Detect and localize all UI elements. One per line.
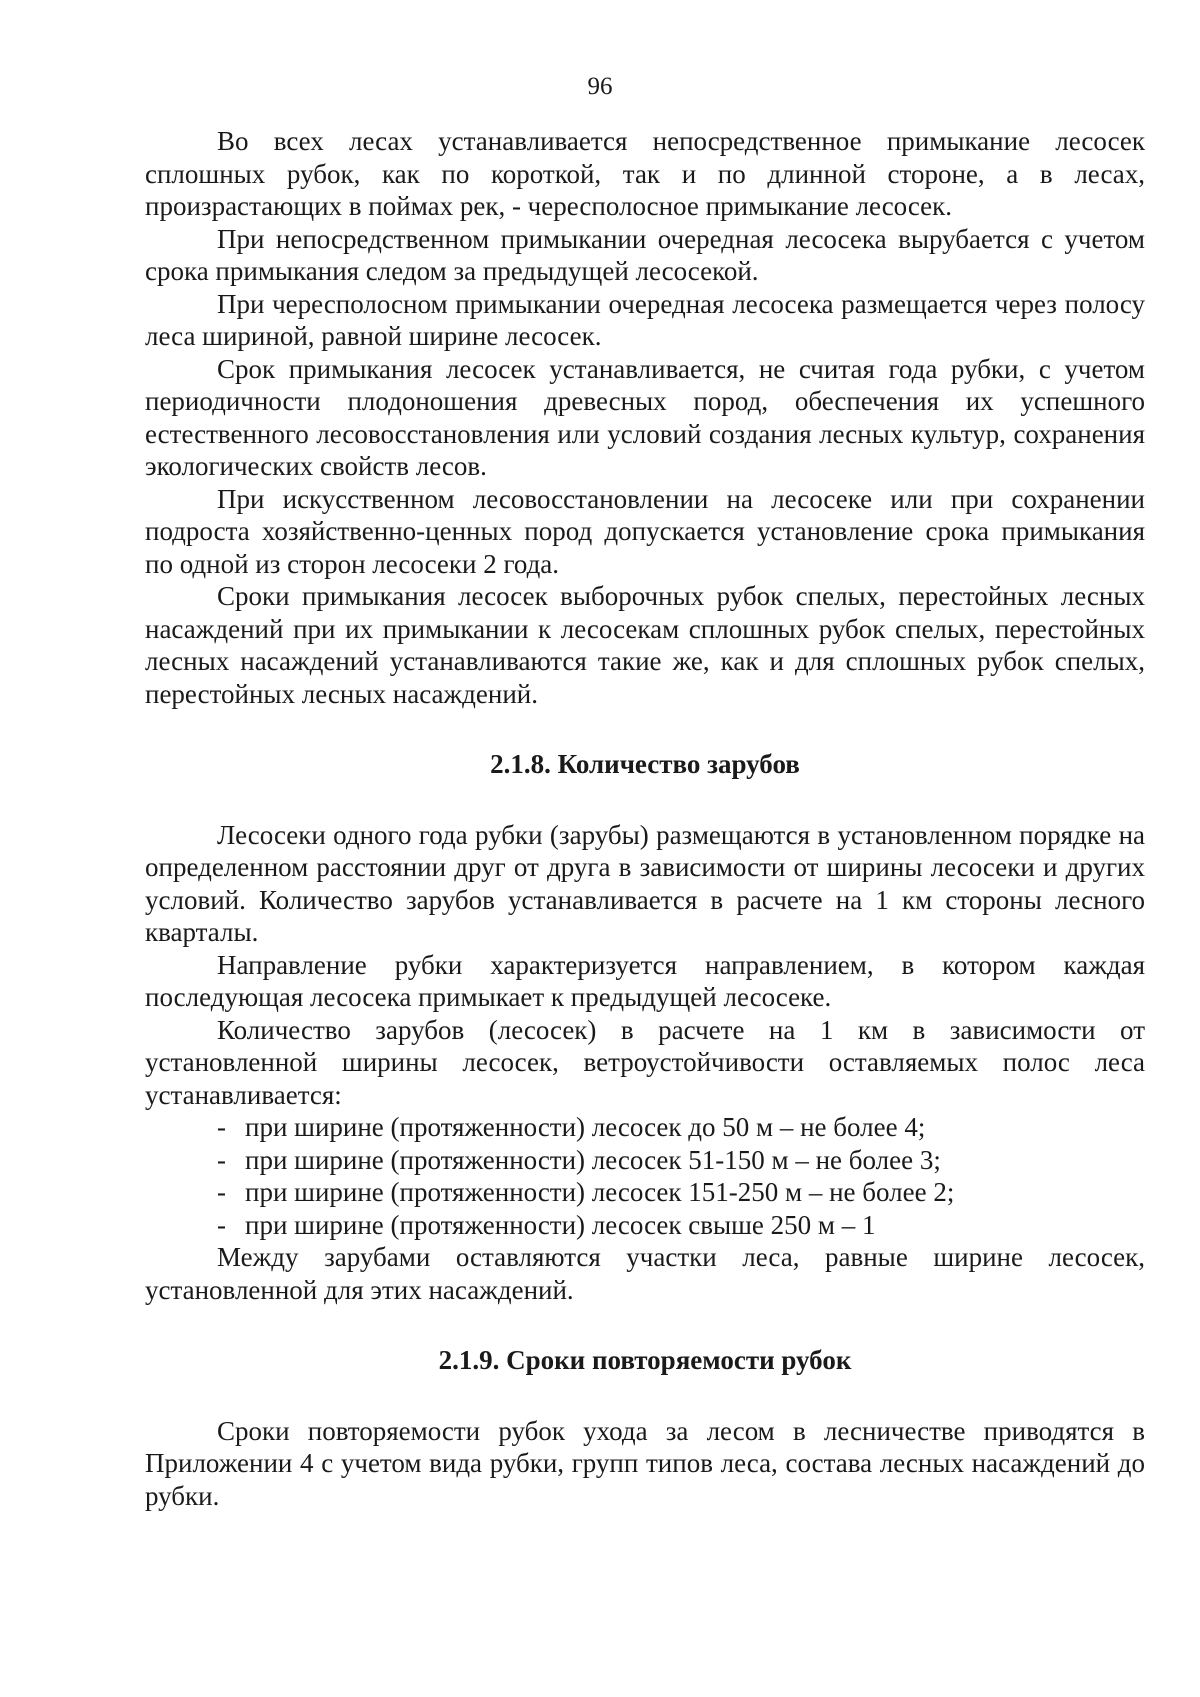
paragraph: Сроки примыкания лесосек выборочных рубок спелых, перестойных лесных насаждений при их примыкании к лесосекам сплошных рубок спелых, перестойных лесных насаждений устанавливаются такие же, как и для сплошных рубок спелых, перестойных лесных насаждений. [145, 581, 1145, 709]
list-item [145, 1209, 1145, 1242]
section-heading-2-1-9: 2.1.9. Сроки повторяемости рубок [438, 1345, 852, 1375]
paragraph: При искусственном лесовосстановлении на лесосеке или при сохранении подроста хозяйственно-ценных пород допускается установление срока примыкания по одной из сторон лесосеки 2 года. [145, 483, 1145, 579]
list-item-text: при ширине (протяженности) лесосек 151-250 м – не более 2; [245, 1177, 955, 1207]
list-item [145, 1176, 1145, 1209]
paragraph: Срок примыкания лесосек устанавливается, не считая года рубки, с учетом периодичности плодоношения древесных пород, обеспечения их успешного естественного лесовосстановления или условий создания лесных культур, сохранения экологических свойств лесов. [145, 353, 1145, 481]
list-item-text: при ширине (протяженности) лесосек 51-150 м – не более 3; [245, 1144, 941, 1175]
paragraph: При чересполосном примыкании очередная лесосека размещается через полосу леса шириной, равной ширине лесосек. [145, 288, 1145, 351]
list-marker: - [217, 1209, 226, 1240]
list-marker: - [217, 1112, 226, 1142]
list-item-text: при ширине (протяженности) лесосек свыше 250 м – 1 [245, 1209, 876, 1240]
paragraph: Направление рубки характеризуется направлением, в котором каждая последующая лесосека примыкает к предыдущей лесосеке. [145, 949, 1145, 1012]
list-item [145, 1111, 1145, 1144]
paragraph: Во всех лесах устанавливается непосредственное примыкание лесосек сплошных рубок, как по короткой, так и по длинной стороне, а в лесах, произрастающих в поймах рек, - чересполосное примыкание лесосек. [145, 126, 1145, 221]
list-marker: - [217, 1177, 226, 1207]
paragraph: При непосредственном примыкании очередная лесосека вырубается с учетом срока примыкания следом за предыдущей лесосекой. [145, 223, 1145, 286]
cut-count-list [145, 1111, 1145, 1241]
list-item-text: при ширине (протяженности) лесосек до 50 м – не более 4; [245, 1112, 926, 1142]
page-content [145, 125, 1145, 1512]
paragraph: Лесосеки одного года рубки (зарубы) размещаются в установленном порядке на определенном расстоянии друг от друга в зависимости от ширины лесосеки и других условий. Количество зарубов устанавливается в расчете на 1 км стороны лесного кварталы. [145, 819, 1145, 947]
paragraph: Сроки повторяемости рубок ухода за лесом в лесничестве приводятся в Приложении 4 с учетом вида рубки, групп типов леса, состава лесных насаждений до рубки. [145, 1415, 1145, 1511]
list-marker: - [217, 1144, 226, 1175]
list-item [145, 1144, 1145, 1177]
section-heading-2-1-8: 2.1.8. Количество зарубов [490, 749, 800, 779]
paragraph: Между зарубами оставляются участки леса, равные ширине лесосек, установленной для этих насаждений. [145, 1242, 1145, 1305]
page-number: 96 [587, 73, 613, 100]
paragraph: Количество зарубов (лесосек) в расчете на 1 км в зависимости от установленной ширины лесосек, ветроустойчивости оставляемых полос леса устанавливается: [145, 1014, 1145, 1110]
